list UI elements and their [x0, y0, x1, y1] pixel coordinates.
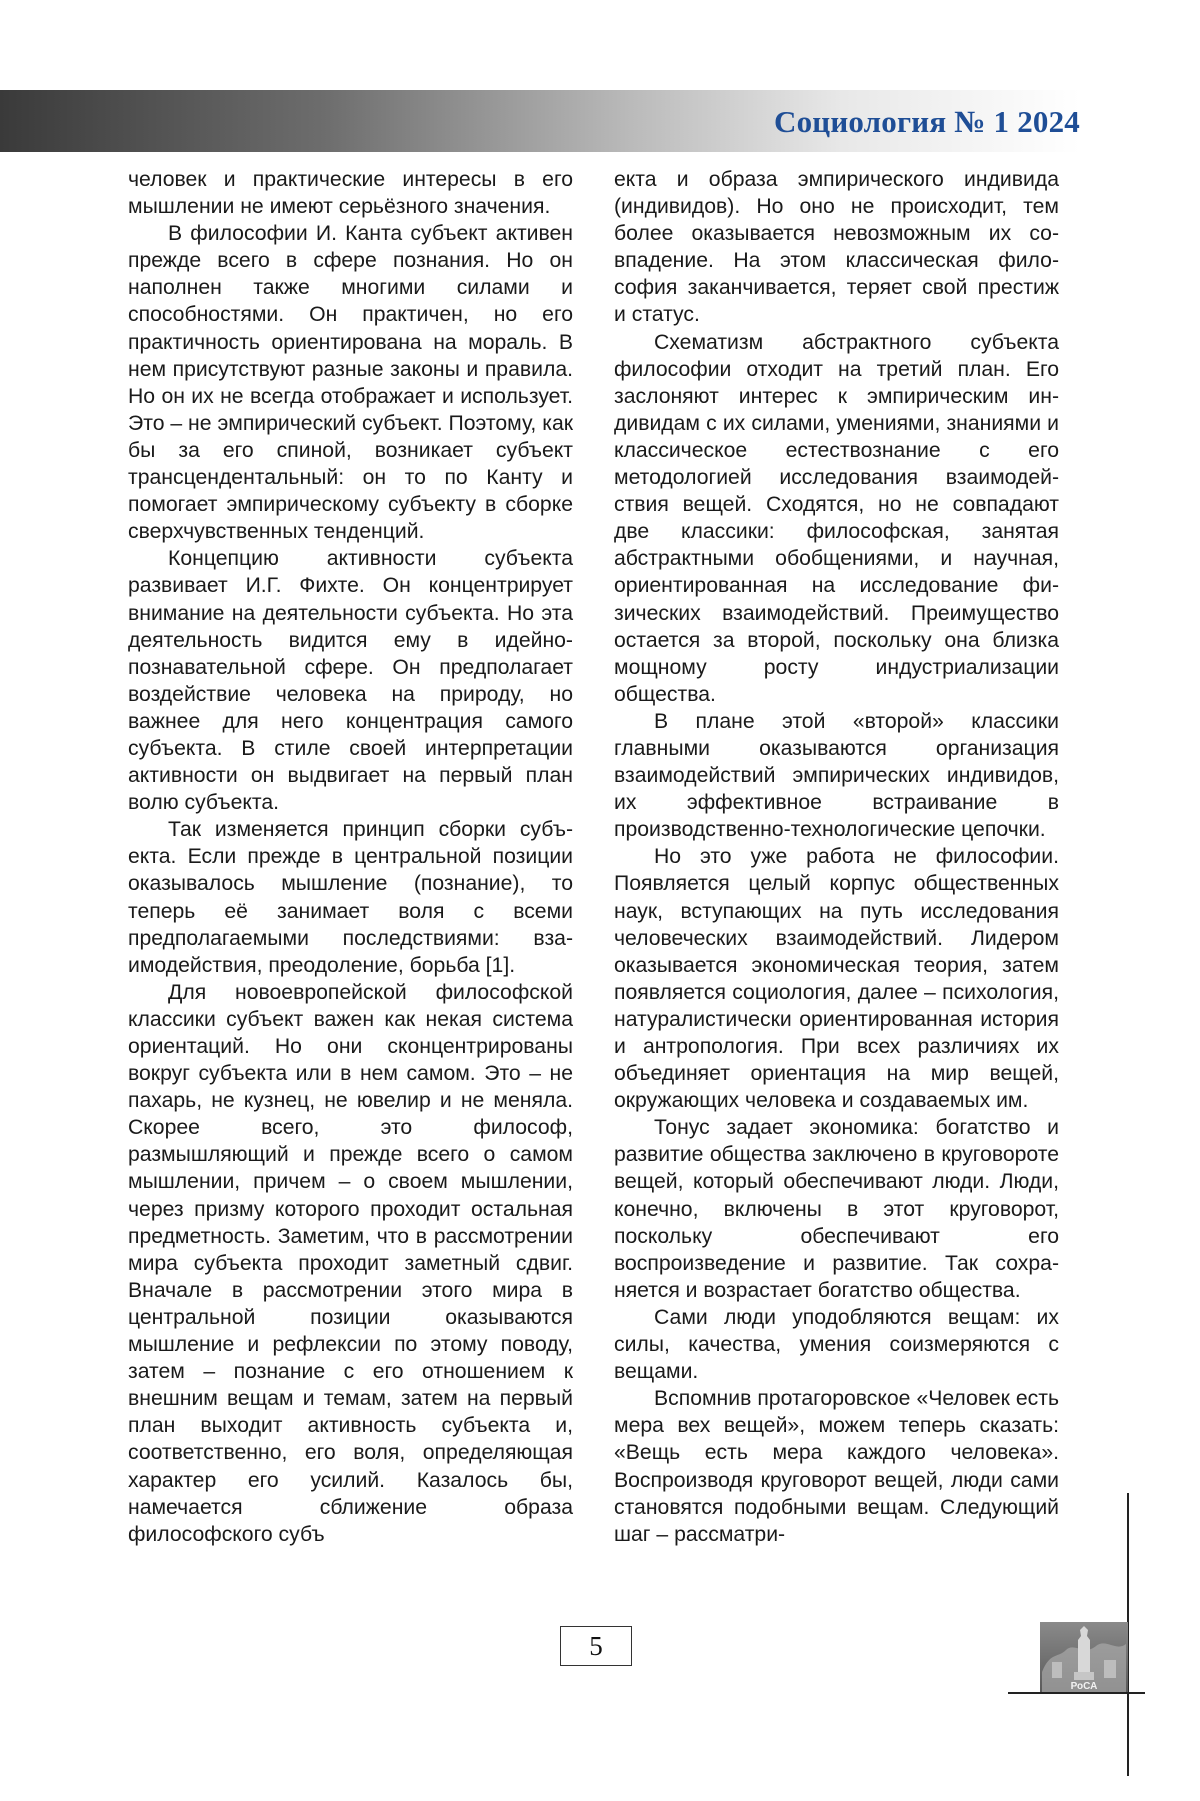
paragraph: Концепцию активности субъекта развивает И.Г. Фихте. Он концентрирует внимание на деятельности субъекта. Но эта деятельность видится ему в идейно-познавательной сфере. Он предполагает воздействие человека на природу, но важнее для него концентрация самого субъекта. В стиле своей интерпретации активности он выдвигает на первый план волю субъекта. [128, 547, 573, 815]
rosa-logo-icon [1040, 1622, 1128, 1692]
paragraph: человек и практические интересы в его мышлении не имеют серьёзного значения. [128, 168, 573, 219]
paragraph: Так изменяется принцип сборки субъекта. Если прежде в центральной позиции оказывалось мышление (познание), то теперь её занимает воля с всеми предполагаемыми последствиями: взаимодействия, преодоление, борьба [1]. [128, 818, 573, 977]
right-text-column [614, 166, 1059, 1548]
paragraph: Сами люди уподобляются вещам: их силы, качества, умения соизмеряются с вещами. [614, 1305, 1059, 1384]
left-text-column [128, 166, 573, 1548]
crop-mark-horizontal [1008, 1692, 1145, 1694]
paragraph: В плане этой «второй» классики главными оказываются организация взаимодействий эмпирических индивидов, их эффективное встраивание в производственно-технологические цепочки. [614, 709, 1059, 842]
paragraph: Но это уже работа не философии. Появляется целый корпус общественных наук, вступающих на путь исследования человеческих взаимодействий. Лидером оказывается экономическая теория, затем появляется социология, далее – психология, натуралистически ориентированная история и антропология. При всех различиях их объединяет ориентация на мир вещей, окружающих человека и создаваемых им. [614, 845, 1059, 1113]
paragraph: Тонус задает экономика: богатство и развитие общества заключено в круговороте вещей, который обеспечивают люди. Люди, конечно, включены в этот круговорот, поскольку обеспечивают его воспроизведение и развитие. Так сохраняется и возрастает богатство общества. [614, 1116, 1059, 1302]
paragraph: Вспомнив протагоровское «Человек есть мера вех вещей», можем теперь сказать: «Вещь есть мера каждого человека». Воспроизводя круговорот вещей, люди сами становятся подобными вещам. Следующий шаг – рассматри- [614, 1387, 1059, 1546]
page-number: 5 [560, 1626, 632, 1666]
paragraph: В философии И. Канта субъект активен прежде всего в сфере познания. Но он наполнен также многими силами и способностями. Он практичен, но его практичность ориентирована на мораль. В нем присутствуют разные законы и правила. Но он их не всегда отображает и использует. Это – не эмпирический субъект. Поэтому, как бы за его спиной, возникает субъект трансцендентальный: он то по Канту и помогает эмпирическому субъекту в сборке сверхчувственных тенденций. [128, 222, 573, 544]
paragraph: Схематизм абстрактного субъекта философии отходит на третий план. Его заслоняют интерес к эмпирическим индивидам с их силами, умениями, знаниями и классическое естествознание с его методологией исследования взаимодействия вещей. Сходятся, но не совпадают две классики: философская, занятая абстрактными обобщениями, и научная, ориентированная на исследование физических взаимодействий. Преимущество остается за второй, поскольку она близка мощному росту индустриализации общества. [614, 330, 1059, 706]
logo-label: РоСА [1070, 1681, 1098, 1692]
paragraph: екта и образа эмпирического индивида (индивидов). Но оно не происходит, тем более оказывается невозможным их совпадение. На этом классическая философия заканчивается, теряет свой престиж и статус. [614, 168, 1059, 327]
journal-title: Социология № 1 2024 [773, 104, 1080, 139]
paragraph: Для новоевропейской философской классики субъект важен как некая система ориентаций. Но они сконцентрированы вокруг субъекта или в нем самом. Это – не пахарь, не кузнец, не ювелир и не меняла. Скорее всего, это философ, размышляющий и прежде всего о самом мышлении, причем – о своем мышлении, через призму которого проходит остальная предметность. Заметим, что в рассмотрении мира субъекта проходит заметный сдвиг. Вначале в рассмотрении этого мира в центральной позиции оказываются мышление и рефлексии по этому поводу, затем – познание с его отношением к внешним вещам и темам, затем на первый план выходит активность субъекта и, соответственно, его воля, определяющая характер его усилий. Казалось бы, намечается сближение образа философского субъ [128, 980, 573, 1546]
